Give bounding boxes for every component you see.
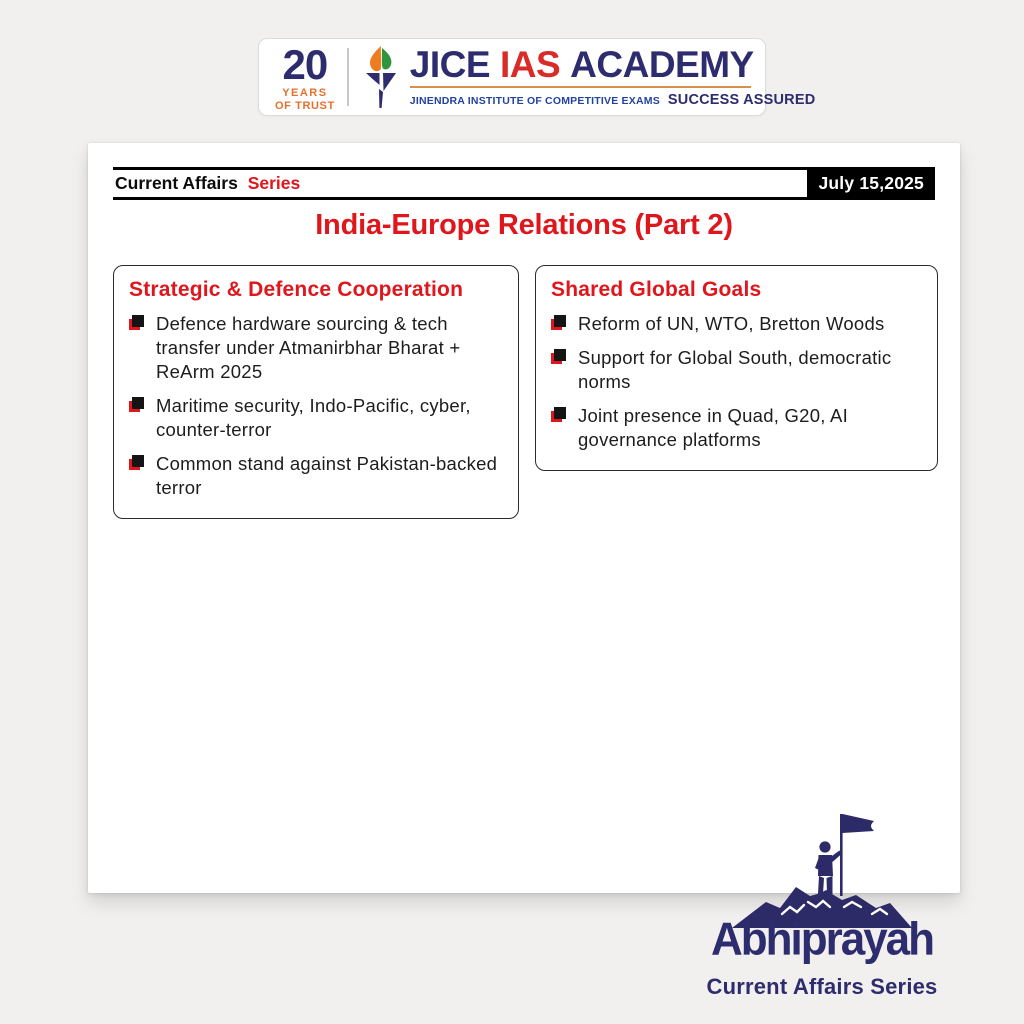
box-title: Shared Global Goals [551, 278, 762, 301]
square-bullet-icon [129, 455, 145, 471]
success-assured-motto: SUCCESS ASSURED [667, 92, 816, 108]
institute-tagline: JINENDRA INSTITUTE OF COMPETITIVE EXAMS [409, 95, 660, 107]
years-of-trust-badge [275, 41, 335, 112]
topic-columns [113, 265, 938, 519]
square-bullet-icon [551, 407, 567, 423]
abhiprayah-subtitle: Current Affairs Series [706, 974, 938, 999]
square-bullet-icon [551, 315, 567, 331]
list-item [551, 346, 922, 394]
banner-divider [347, 48, 349, 106]
years-label: YEARS [282, 87, 328, 99]
box-title: Strategic & Defence Cooperation [129, 278, 464, 301]
square-bullet-icon [129, 315, 145, 331]
date-badge: July 15,2025 [807, 170, 935, 197]
brand-subline [409, 92, 816, 108]
series-header [113, 167, 935, 200]
brand-underline [410, 86, 751, 88]
bullet-text: Joint presence in Quad, G20, AI governance platforms [578, 405, 848, 451]
list-item [129, 312, 503, 384]
brand-ias: IAS [500, 44, 561, 85]
bullet-text: Defence hardware sourcing & tech transfer under Atmanirbhar Bharat + ReArm 2025 [156, 313, 461, 383]
topic-box-shared-global-goals [535, 265, 938, 471]
brand-block [409, 44, 816, 108]
bullet-text: Common stand against Pakistan-backed terror [156, 453, 498, 499]
list-item [129, 394, 503, 442]
square-bullet-icon [129, 397, 145, 413]
list-item [129, 452, 503, 500]
list-item [551, 312, 922, 336]
topic-box-strategic-defence [113, 265, 519, 519]
content-card [88, 143, 960, 893]
abhiprayah-logo [688, 808, 956, 1000]
bullet-text: Maritime security, Indo-Pacific, cyber, counter-terror [156, 395, 471, 441]
list-item [551, 404, 922, 452]
abhiprayah-wordmark: Abhiprayah [710, 913, 934, 966]
of-trust-label: OF TRUST [275, 100, 335, 112]
years-number: 20 [282, 41, 328, 88]
series-title-black: Current Affairs [115, 173, 238, 193]
jice-logo-banner [258, 38, 816, 116]
series-title [113, 173, 300, 194]
page-title: India-Europe Relations (Part 2) [315, 209, 733, 241]
brand-name [409, 44, 754, 85]
brand-jice: JICE [409, 44, 491, 85]
brand-academy: ACADEMY [570, 44, 754, 85]
torch-icon [360, 44, 402, 110]
square-bullet-icon [551, 349, 567, 365]
mountain-flag-icon [724, 808, 920, 930]
series-title-red: Series [247, 173, 301, 193]
bullet-text: Reform of UN, WTO, Bretton Woods [578, 313, 885, 334]
bullet-text: Support for Global South, democratic norms [578, 347, 892, 393]
